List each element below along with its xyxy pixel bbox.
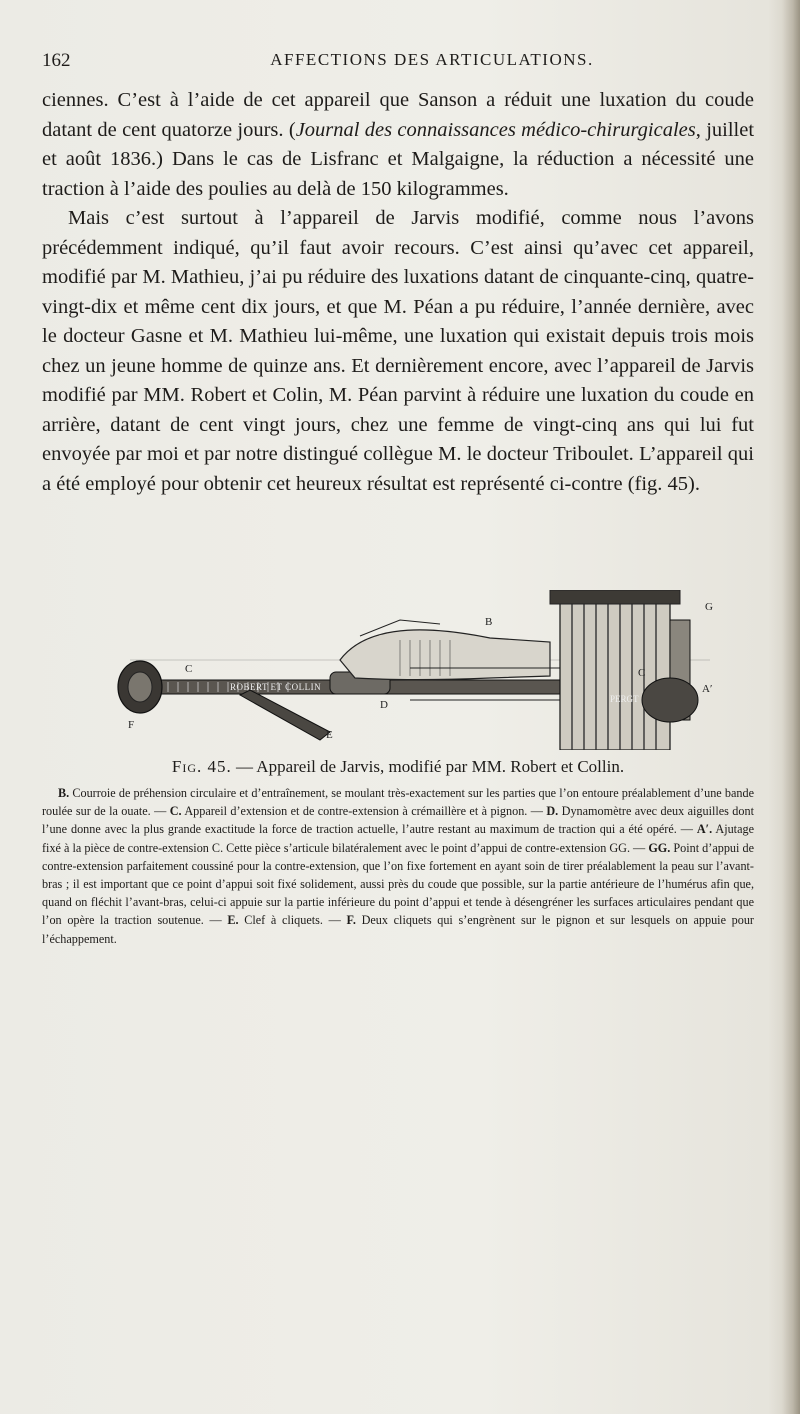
label-C-right: C	[638, 667, 646, 679]
journal-title: Journal des connaissances médico-chirurgicales	[295, 118, 696, 141]
paragraph-1: ciennes. C’est à l’aide de cet appareil que Sanson a réduit une luxation du coude datant de cent quatorze jours. (Journal des connaissances médico-chirurgicales, juillet et août 1836.) Dans le cas de Lisfranc et Malgaigne, la réduction a nécessité une traction à l’aide des poulies au delà de 150 kilogrammes.	[42, 89, 755, 200]
label-F: F	[128, 719, 135, 731]
running-head	[42, 50, 762, 74]
figure-number: Fig. 45.	[171, 757, 232, 776]
engraving-maker-right: PERGT	[610, 694, 639, 704]
label-A-prime: A′	[702, 683, 713, 695]
page-number: 162	[42, 50, 71, 71]
figure-legend	[42, 784, 754, 948]
label-B: B	[485, 616, 493, 628]
apparatus-engraving	[118, 590, 713, 750]
running-title: AFFECTIONS DES ARTICULATIONS.	[270, 50, 594, 69]
figure-caption-text: — Appareil de Jarvis, modifié par MM. Robert et Collin.	[231, 757, 625, 776]
label-D: D	[380, 699, 388, 711]
page-edge-shadow	[782, 0, 800, 1414]
label-E: E	[326, 729, 333, 741]
body-text	[42, 86, 754, 499]
paragraph-2: Mais c’est surtout à l’appareil de Jarvis modifié, comme nous l’avons précédemment indiqué, qu’il faut avoir recours. C’est ainsi qu’avec cet appareil, modifié par M. Mathieu, j’ai pu réduire des luxations datant de cinquante-cinq, quatre-vingt-dix et même cent dix jours, et que M. Péan a pu réduire, l’année dernière, avec le docteur Gasne et M. Mathieu lui-même, une luxation qui existait depuis trois mois chez un jeune homme de quinze ans. Et dernièrement encore, avec l’appareil de Jarvis modifié par MM. Robert et Colin, M. Péan parvint à réduire une luxation du coude en arrière, datant de cent vingt jours, chez une femme de vingt-cinq ans qui lui fut envoyée par moi et par notre distingué collègue M. le docteur Triboulet. L’appareil qui a été employé pour obtenir cet heureux résultat est représenté ci-contre (fig. 45).	[42, 207, 754, 495]
label-C-left: C	[185, 663, 193, 675]
engraving-maker-left: ROBERT ET COLLIN	[230, 682, 322, 692]
legend-paragraph: B. Courroie de préhension circulaire et d’entraînement, se moulant très-exactement sur les parties que l’on entoure préalablement d’une bande roulée sur de la ouate. — C. Appareil d’extension et de contre-extension à crémaillère et à pignon. — D. Dynamomètre avec deux aiguilles dont l’une donne avec la plus grande exactitude la force de traction actuelle, l’autre restant au maximum de traction qui a été opéré. — A′. Ajutage fixé à la pièce de contre-extension C. Cette pièce s’articule bilatéralement avec le point d’appui de contre-extension GG. — GG. Point d’appui de contre-extension parfaitement coussiné pour la contre-extension, que l’on fixe fortement en ayant soin de tirer préalablement la peau sur l’avant-bras ; il est important que ce point d’appui soit fixé solidement, aussi près du coude que possible, sur la partie antérieure de l’humérus afin que, quand on fléchit l’avant-bras, celui-ci appuie sur la partie inférieure du point d’appui et tende à désengréner les surfaces articulaires pendant que l’on opère la traction soutenue. — E. Clef à cliquets. — F. Deux cliquets qui s’engrènent sur le pignon et sur lesquels on appuie pour l’échappement.	[42, 786, 754, 946]
figure-caption	[42, 757, 754, 777]
figure-jarvis-apparatus	[110, 590, 730, 750]
label-G: G	[705, 601, 713, 613]
